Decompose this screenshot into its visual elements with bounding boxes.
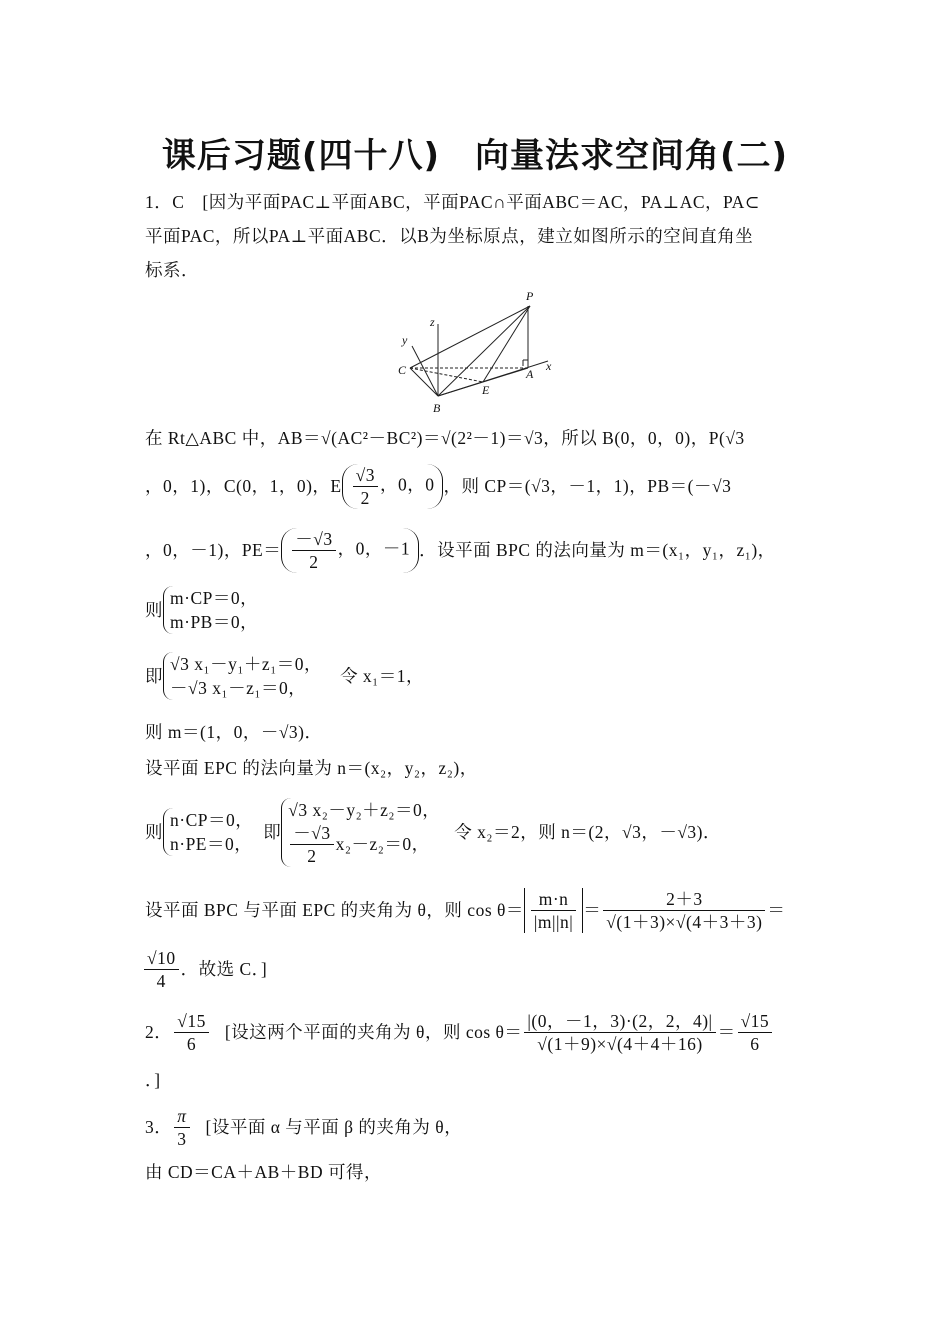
q1-line4: 在 Rt△ABC 中，AB＝√(AC²－BC²)＝√(2²－1)＝√3，所以 B(0，0，0)，P(√3 [145,428,745,448]
label-B: B [433,401,441,415]
sys4-frac-den: 2 [307,845,317,866]
sys4-frac-num: －√3 [290,822,333,845]
sys1-row1: m·CP＝0， [170,588,259,608]
q2-fden: √(1＋9)×√(4＋4＋16) [537,1033,703,1054]
ans-post: ．故选 C．] [180,959,268,979]
sys4-row1: √3 x₂－y₂＋z₂＝0， [288,799,441,820]
n-setup: 设平面 EPC 的法向量为 n＝(x₂，y₂，z₂)， [145,758,478,778]
cos-num2: 2＋3 [603,888,765,911]
sys3-row2: n·PE＝0， [170,834,253,854]
q3-num: π [174,1105,189,1128]
q3-den: 3 [177,1128,187,1149]
sys2-pre: 即 [145,666,163,686]
q2-fnum: |(0，－1，3)·(2，2，4)| [524,1010,715,1033]
PE-coords [281,528,419,573]
q2-eq: ＝ [717,1022,736,1042]
q2-label: 2． [145,1022,173,1042]
q2-num: √15 [174,1010,209,1033]
cos-frac-num: m·n [531,888,576,911]
sys1-pre: 则 [145,600,163,620]
q2-end: ．] [145,1070,161,1090]
E-x-den: 2 [360,487,370,508]
sys3-row1: n·CP＝0， [170,810,254,830]
ans-num: √10 [144,947,179,970]
q1-line3: 标系． [145,260,199,280]
q1-l5c: ，则 CP＝(√3，－1，1)，PB＝(－√3 [443,476,732,496]
cos-eq: ＝ [583,900,602,920]
q2-rnum: √15 [738,1010,773,1033]
cos-tail: ＝ [767,900,786,920]
q1-l6c: ．设平面 BPC 的法向量为 m＝(x₁，y₁，z₁)， [419,540,776,560]
label-C: C [398,363,407,377]
cos-frac-den: |m||n| [533,911,574,932]
q3-line [145,1102,462,1152]
E-coords [342,464,444,509]
PE-rest: ，0，－1 [337,538,411,559]
sys3-pre: 则 [145,822,163,842]
sys2-brace [163,652,322,700]
label-y: y [402,333,408,347]
sys1-row2: m·PB＝0， [170,612,259,632]
q1-line2: 平面PAC，所以PA⊥平面ABC．以B为坐标原点，建立如图所示的空间直角坐 [145,226,754,246]
sys4-post: 令 x₂＝2，则 n＝(2，√3，－√3)． [454,822,722,842]
cos-pre: 设平面 BPC 与平面 EPC 的夹角为 θ，则 cos θ＝ [145,900,524,920]
sys2-row2: －√3 x₁－z₁＝0， [170,678,307,698]
q2-line [145,1004,774,1060]
label-x: x [546,359,552,373]
label-A: A [526,367,534,381]
sys1-brace [163,586,258,634]
coordinate-figure [390,288,560,416]
system-3 [145,790,721,874]
q2-text: [设这两个平面的夹角为 θ，则 cos θ＝ [224,1022,523,1042]
sys4-row2 [288,822,440,867]
q1-l6a: ，0，－1)，PE＝ [145,540,282,560]
q2-den: 6 [186,1033,197,1054]
q1-line6 [145,522,776,578]
E-x-num: √3 [353,464,378,487]
label-E: E [482,383,490,397]
q1-answer [142,944,267,994]
label-z: z [430,315,435,329]
q3-text: [设平面 α 与平面 β 的夹角为 θ， [205,1117,463,1137]
E-rest: ，0，0 [379,474,435,495]
q2-rden: 6 [750,1033,760,1054]
q1-line5 [145,458,731,514]
sys4-row2-rest: x₂－z₂＝0， [335,834,430,854]
system-2 [145,652,424,700]
cos-den2: √(1＋3)×√(4＋3＋3) [606,911,763,932]
q3-label: 3． [145,1117,173,1137]
PE-x-den: 2 [309,551,319,572]
PE-x-num: －√3 [292,528,335,551]
sys3-brace [163,808,253,856]
q1-line1: 1．C [因为平面PAC⊥平面ABC，平面PAC∩平面ABC＝AC，PA⊥AC，PA⊂ [145,192,760,212]
ans-den: 4 [156,970,166,991]
label-P: P [526,289,534,303]
cos-line [145,880,785,940]
q1-l5a: ，0，1)，C(0，1，0)，E [145,476,342,496]
system-1 [145,586,258,634]
page-title: 课后习题(四十八) 向量法求空间角(二) [161,136,789,176]
sys2-row1: √3 x₁－y₁＋z₁＝0， [170,654,323,674]
sys3-mid: 即 [263,822,282,842]
sys2-post: 令 x₁＝1， [340,666,425,686]
sys4-brace [281,798,440,867]
q3-line2: 由 CD＝CA＋AB＋BD 可得， [145,1162,382,1182]
m-result: 则 m＝(1，0，－√3)． [145,722,323,742]
